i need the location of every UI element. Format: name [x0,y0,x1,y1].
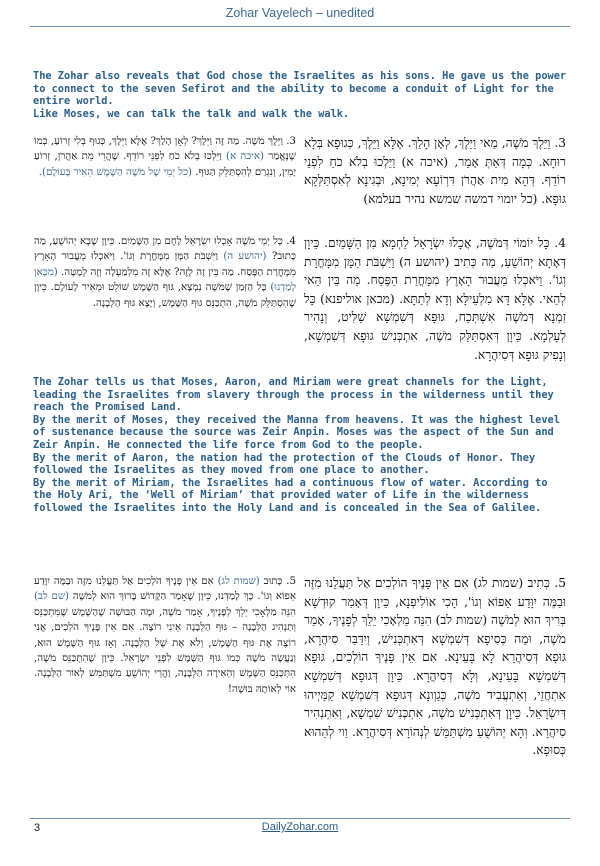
middle-paragraph-2: By the merit of Moses, they received the Manna from heavens. It was the highest level of sustenance because the source was Zeir Anpin. Moses was the aspect of the Sun and Zeir Anpin. He connected the life force from God to the people. [33,413,560,451]
intro-paragraph-1: The Zohar also reveals that God chose the Israelites as his sons. He gave us the power to connect to the seven Sefirot and the ability to become a conduit of Light for the entire world. [33,70,567,108]
intro-commentary [33,70,567,120]
section-4-learned-note: (מִכָּאן לָמַדְנוּ) [34,266,297,294]
section-3-note: (כל יְמֵי שֶׁל מֹשֶׁה הַשֶּׁמֶשׁ הֵאִיר בָּעוֹלָם). [38,166,192,178]
site-link[interactable]: DailyZohar.com [261,821,339,833]
intro-paragraph-2: Like Moses, we can talk the talk and walk the walk. [33,107,350,120]
section-5-aramaic: 5. כְּתִיב (שמות לג) אִם אֵין פָּנֶיךָ הוֹלְכִים אַל תַּעֲלֵנוּ מִזֶּה וּבַמֶּה יִוָּדַע אֵפוֹא וְגוֹ', הָכִי אוֹלִיפְנָא, כֵּיוָן דְּאָמַר קוּדְשָׁא בְּרִיךְ הוּא לְמֹשֶׁה (שמות לב) הִנֵּה מַלְאָכִי יֵלֵךְ לְפָנֶיךָ, אָמַר מֹשֶׁה, וּמַה כְּסִיפָא דְּשִׁמְשָׁא דְּאִתְכְּנִישׁ, וְיִדַּבַּר סִיהֲרָא, גּוּפָא דְּסִיהֲרָא לָא בָּעֵינָא. אִם אֵין פָּנֶיךָ הוֹלְכִים, גּוּפָא דְּשִׁמְשָׁא בָּעֵינָא, וְלָא דְּסִיהֲרָא. כֵּיוָן דְּגוּפָא דְּשִׁמְשָׁא אִתְחֲזֵי, וְאִתְעֲבִיד מֹשֶׁה, כְּגַוְונָא דְּגוּפָא דְּשִׁמְשָׁא קַמַּיְיהוּ דְּיִשְׂרָאֵל. כֵּיוָן דְּאִתְכְּנִישׁ מֹשֶׁה, אִתְכְּנִישׁ שִׁמְשָׁא, וְאִתְנְהִיר סִיהֲרָא. וְהָא יְהוֹשֻׁעַ מִשְׁתַּמֵּשׁ לְנְהוֹרָא דְּסִיהֲרָא. וַוי לְהַהוּא כְּסוּפָא. [304,576,566,758]
section-5-hebrew-text: 5. כָּתוּב [263,576,296,587]
section-5-source-ref-2: (שם לב) [34,591,70,603]
section-5-source-ref: (שמות לג) [217,576,260,587]
section-4-hebrew-tail: כָּל הַזְּמַן שֶׁמֹּשֶׁה נִמְצָא, גּוּף הַשֶּׁמֶשׁ שׁוֹלֵט וּמֵאִיר לָעוֹלָם. כֵּיוָן שֶׁהִסְתַּלֵּק מֹשֶׁה, הִתְכַּנֵּס גּוּף הַשֶּׁמֶשׁ, וְיָצָא גּוּף הַלְּבָנָה. [34,282,296,309]
page-header: Zohar Vayelech – unedited [225,6,375,20]
middle-paragraph-1: The Zohar tells us that Moses, Aaron, and Miriam were great channels for the Light, leading the Israelites from slavery through the process in the wilderness until they reach the Promised Land. [33,376,554,414]
section-3-hebrew-text: 3. וַיֵּלֶךְ מֹשֶׁה. מַה זֶּה וַיֵּלֶךְ? לְאָן הָלַךְ? אֶלָּא וַיֵּלֶךְ, כְּגוּף בְּלִי זְרוֹעַ, כְּמוֹ שֶׁנֶּאֱמַר [34,136,296,163]
section-4-hebrew [34,234,296,311]
section-3-hebrew-continuation: וַיֵּלְכוּ בְלֹא כֹחַ לִפְנֵי רוֹדֵף. שֶׁהֲרֵי מֵת אַהֲרֹן, זְרוֹעַ יָמִין, וְנִגְרַם לְהִסְתַּלֵּק הַגּוּף. [34,151,296,178]
section-4-hebrew-continuation: וַיִּשְׁבֹּת הַמָּן מִמָּחֳרָת וְגוֹ'. וַיֹּאכְלוּ מֵעֲבוּר הָאָרֶץ מִמָּחֳרַת הַפֶּסַח. מַה בֵּין זֶה לָזֶה? אֶלָּא זֶה מִלְמַעְלָה וְזֶה לְמַטָּה. [34,251,296,278]
header-divider [30,26,570,27]
middle-paragraph-3: By the merit of Aaron, the nation had the protection of the Clouds of Honor. They followed the Israelites as they moved from one place to another. [33,451,536,477]
section-3-aramaic: 3. וַיֵּלֶךְ מֹשֶׁה, מַאי וַיֵּלֶךְ, לְאָן הָלַךְ. אֶלָּא וַיֵּלֶךְ, כְּגוּפָא בְּלָא רוּחָא. כְּמָה דְּאַתְּ אָמֵר, (איכה א) וַיֵּלְכוּ בְלֹא כֹחַ לִפְנֵי רוֹדֵף. דְּהָא מִית אַהֲרֹן דִּרְוֹעָא יְמִינָא, וּבְגִינָא לְאִסְתַּלְּקָא גּוּפָא. (כל יומוי דמשה שמשא נהיר בעלמא) [304,136,566,206]
section-5-hebrew-continuation: אִם אֵין פָּנֶיךָ הֹלְכִים אַל תַּעֲלֵנוּ מִזֶּה וּבַמֶּה יִוָּדַע אֵפוֹא וְגוֹ'. כָּךְ לָמַדְנוּ, כֵּיוָן שֶׁאָמַר הַקָּדוֹשׁ בָּרוּךְ הוּא לְמֹשֶׁה [34,576,296,603]
section-4-aramaic: 4. כָּל יוֹמוֹי דְּמֹשֶׁה, אֲכָלוּ יִשְׂרָאֵל לַחְמָא מִן הַשָּׁמַיִם. כֵּיוָן דְּאָתָא יְהוֹשֻׁעַ, מַה כְּתִיב (יהושע ה) וַיִּשְׁבֹּת הַמָּן מִמָּחֳרָת וְגוֹ'. וַיֹּאכְלוּ מֵעֲבוּר הָאָרֶץ מִמָּחֳרַת הַפֶּסַח. מַה בֵּין הַאי לְהַאי. אֶלָּא דָּא מִלְעֵילָּא וְדָא לְתַתָּא. (מכאן אוליפנא) כָּל זִמְנָא דְּמֹשֶׁה אִשְׁתְּכַח, גּוּפָא דְּשִׁמְשָׁא שַׁלִּיט, וְנָהִיר לְעָלְמָא. כֵּיוָן דְּאִסְתַּלַּק מֹשֶׁה, אִתְכְּנִישׁ גּוּפָא דְּשִׁמְשָׁא, וְנָפִיק גּוּפָא דְּסִיהֲרָא. [304,236,566,362]
section-4-source-ref: (יהושע ה) [223,251,267,263]
section-5-hebrew [34,574,296,697]
page-number: 3 [34,822,41,834]
middle-paragraph-4: By the merit of Miriam, the Israelites had a continuous flow of water. According to the Holy Ari, the ‘Well of Miriam’ that provided water of Life in the wilderness followed the Israelites into the Holy Land and is concealed in the Sea of Galilee. [33,476,548,514]
section-3-source-ref: (איכה א) [226,151,265,163]
section-3-hebrew [34,134,296,180]
section-5-hebrew-tail: הִנֵּה מַלְאָכִי יֵלֵךְ לְפָנֶיךָ, אָמַר מֹשֶׁה, וּמָה הַבּוּשָׁה שֶׁהַשֶּׁמֶשׁ שֶׁמִּתְכַּנֵּס וְתַנְהִיג הַלְּבָנָה – גּוּף הַלְּבָנָה אֵינִי רוֹצֶה. אִם אֵין פָּנֶיךָ הֹלְכִים, אֲנִי רוֹצֶה אֶת גּוּף הַשֶּׁמֶשׁ, וְלֹא אֶת שֶׁל הַלְּבָנָה. וְאָז גּוּף הַשֶּׁמֶשׁ הוּא, וְנַעֲשָׂה מֹשֶׁה כְּמוֹ גּוּף הַשֶּׁמֶשׁ לִפְנֵי יִשְׂרָאֵל. כֵּיוָן שֶׁהִתְכַּנֵּס מֹשֶׁה, הִתְכַּנֵּס הַשֶּׁמֶשׁ וְהֵאִירָה הַלְּבָנָה, וַהֲרֵי יְהוֹשֻׁעַ מִשְׁתַּמֵּשׁ לְאוֹר הַלְּבָנָה. אוֹי לְאוֹתָהּ בּוּשָׁה! [34,606,296,695]
middle-commentary [33,376,567,515]
footer-divider [30,818,570,819]
section-4-hebrew-text: 4. כָּל יְמֵי מֹשֶׁה אָכְלוּ יִשְׂרָאֵל לֶחֶם מִן הַשָּׁמַיִם. כֵּיוָן שֶׁבָּא יְהוֹשֻׁעַ, מַה כָּתוּב? [34,236,296,263]
